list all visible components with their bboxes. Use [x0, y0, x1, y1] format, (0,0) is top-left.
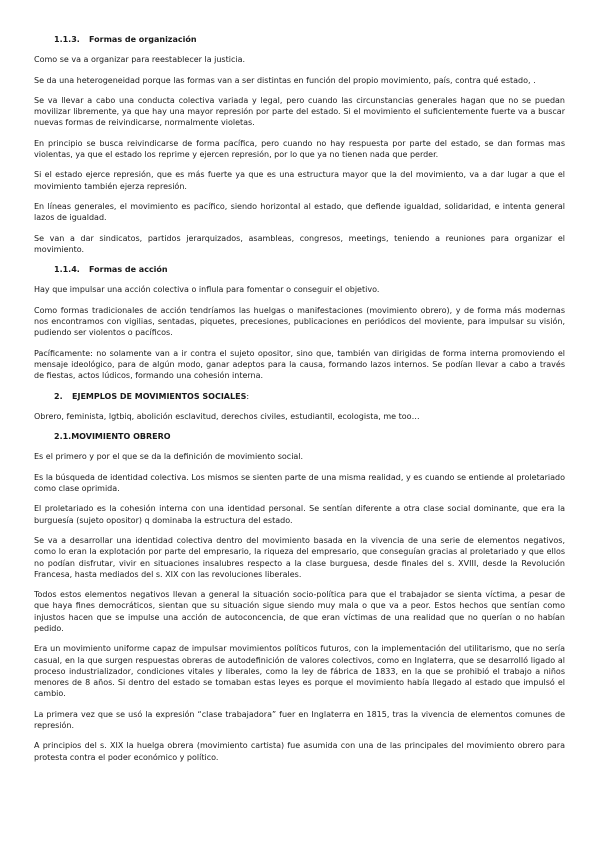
- heading-title: Formas de organización: [89, 35, 197, 44]
- paragraph: Como se va a organizar para reestablecer la justicia.: [34, 55, 246, 65]
- paragraph: Hay que impulsar una acción colectiva o influla para fomentar o conseguir el objetivo.: [34, 285, 380, 295]
- paragraph: Obrero, feminista, lgtbiq, abolición esclavitud, derechos civiles, estudiantil, ecologista, me too…: [34, 411, 420, 421]
- heading-2-1: [34, 431, 565, 442]
- paragraph: Se va llevar a cabo una conducta colectiva variada y legal, pero cuando las circunstancias generales hagan que no se puedan movilizar libremente, ya que hay una mayor represión por parte del estado. Si el movimiento el suficientemente fuerte va a buscar nuevas formas de reivindicarse, normalmente violetas.: [34, 95, 565, 128]
- heading-number: 2.: [54, 391, 63, 401]
- paragraph: En líneas generales, el movimiento es pacífico, siendo horizontal al estado, que defiende igualdad, solidaridad, e intenta general lazos de igualdad.: [34, 201, 565, 223]
- heading-1-1-4: [34, 264, 565, 275]
- heading-2: [34, 391, 565, 402]
- paragraph: Era un movimiento uniforme capaz de impulsar movimientos políticos futuros, con la implementación del utilitarismo, que no sería casual, en la que surgen respuestas obreras de autodefinición de valores colectivos, como en Inglaterra, que se desarrolló ligado al proceso industrializador, condiciones vitales y liberales, como la ley de fábrica de 1833, en la que se prohibió el trabajo a niños menores de 8 años. Si dentro del estado se tomaban estas leyes es porque el movimiento había llegado al estado que impulsó el cambio.: [34, 644, 565, 699]
- paragraph: Se van a dar sindicatos, partidos jerarquizados, asambleas, congresos, meetings, teniendo a reuniones para organizar el movimiento.: [34, 233, 565, 254]
- heading-title: 2.1.MOVIMIENTO OBRERO: [54, 432, 171, 442]
- heading-number: 1.1.3.: [54, 35, 80, 44]
- heading-title: EJEMPLOS DE MOVIMIENTOS SOCIALES: [72, 391, 247, 401]
- paragraph: Es la búsqueda de identidad colectiva. Los mismos se sienten parte de una misma realidad, y es cuando se entiende al proletariado como clase oprimida.: [34, 472, 565, 494]
- paragraph: Si el estado ejerce represión, que es más fuerte ya que es una estructura mayor que la del movimiento, va a dar lugar a que el movimiento también ejerza represión.: [34, 170, 565, 191]
- paragraph: Pacíficamente: no solamente van a ir contra el sujeto opositor, sino que, también van dirigidas de forma interna promoviendo el mensaje ideológico, para de algún modo, ganar adeptos para la causa, formando lazos internos. Se podían llevar a cabo a través de fiestas, actos lúdicos, formando una cohesión interna.: [34, 348, 565, 381]
- paragraph: A principios del s. XIX la huelga obrera (movimiento cartista) fue asumida con una de las principales del movimiento obrero para protesta contra el poder económico y político.: [34, 741, 565, 762]
- paragraph: Como formas tradicionales de acción tendríamos las huelgas o manifestaciones (movimiento obrero), y de forma más modernas nos encontramos con vigilias, sentadas, piquetes, precesiones, publicaciones en periódicos del moviente, para impulsar su visión, pudiendo ser violentos o pacíficos.: [34, 305, 565, 338]
- heading-colon: :: [246, 391, 250, 401]
- paragraph: Todos estos elementos negativos llevan a general la situación socio-política para que el trabajador se sienta víctima, a pesar de que haya fines democráticos, sientan que su situación sigue siendo muy mala o que va a peor. Estos hechos que sentían como injustos hacen que se impulse una acción de autoconcencia, de que eran víctimas de una realidad que no querían o no habían pedido.: [34, 590, 565, 633]
- paragraph: El proletariado es la cohesión interna con una identidad personal. Se sentían diferente a otra clase social dominante, que era la burguesía (sujeto opositor) q dominaba la estructura del estado.: [34, 504, 565, 525]
- paragraph: Es el primero y por el que se da la definición de movimiento social.: [34, 452, 304, 462]
- heading-title: Formas de acción: [89, 265, 168, 275]
- heading-1-1-3: [34, 34, 565, 45]
- heading-number: 1.1.4.: [54, 265, 80, 275]
- paragraph: En principio se busca reivindicarse de forma pacífica, pero cuando no hay respuesta por parte del estado, se dan formas mas violentas, ya que el estado los reprime y ejercen represión, por lo que ya no tienen nada que perder.: [34, 138, 565, 160]
- paragraph: La primera vez que se usó la expresión “clase trabajadora” fuer en Inglaterra en 1815, tras la vivencia de elementos comunes de represión.: [34, 709, 565, 731]
- paragraph: Se va a desarrollar una identidad colectiva dentro del movimiento basada en la vivencia de una serie de elementos negativos, como lo eran la explotación por parte del empresario, la riqueza del empresario, que conseguían gracias al proletariado y que ellos no podían disfrutar, vivir en situaciones insalubres respecto a la clase burguesa, desde finales del s. XVIII, desde la Revolución Francesa, hasta mediados del s. XIX con las revoluciones liberales.: [34, 535, 565, 579]
- paragraph: Se da una heterogeneidad porque las formas van a ser distintas en función del propio movimiento, país, contra qué estado, .: [34, 75, 536, 85]
